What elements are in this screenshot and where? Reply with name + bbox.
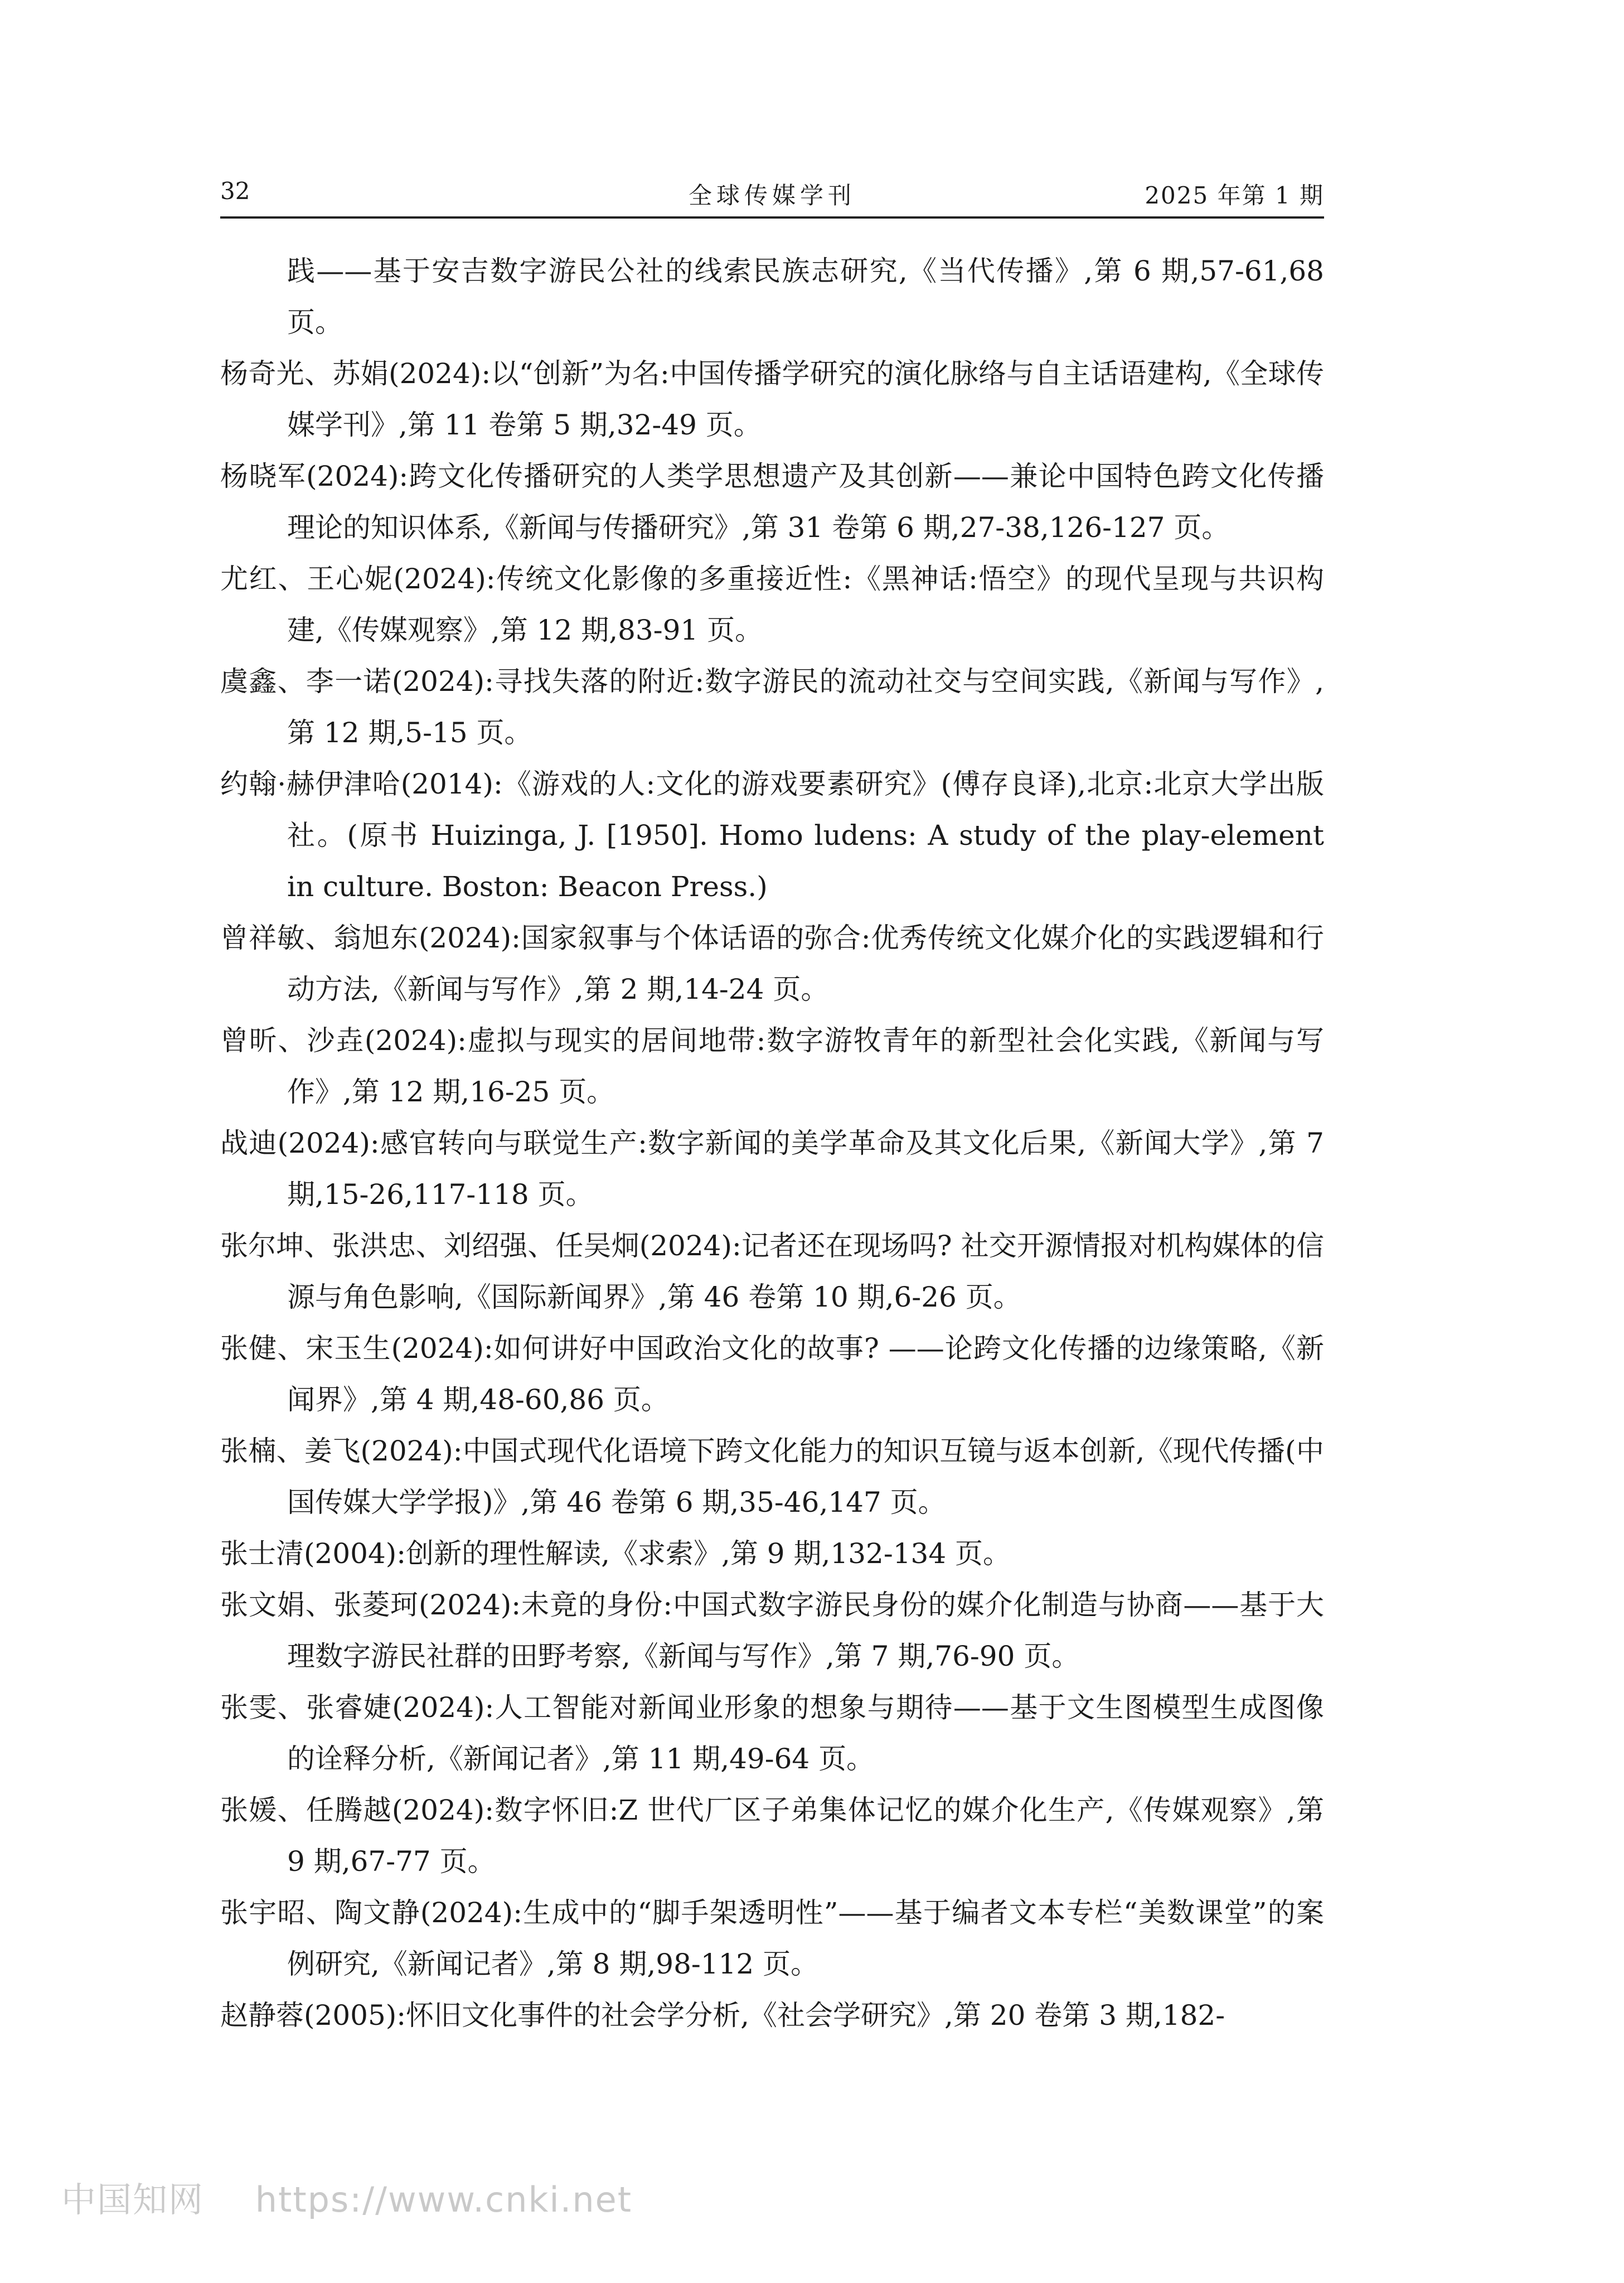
reference-entry: 践——基于安吉数字游民公社的线索民族志研究,《当代传播》,第 6 期,57-61,68 页。	[287, 255, 1333, 338]
journal-title: 全球传媒学刊	[688, 182, 856, 209]
reference-entry: 张雯、张睿婕(2024):人工智能对新闻业形象的想象与期待——基于文生图模型生成图像的诠释分析,《新闻记者》,第 11 期,49-64 页。	[220, 1691, 1324, 1775]
reference-entry: 杨晓军(2024):跨文化传播研究的人类学思想遗产及其创新——兼论中国特色跨文化传播理论的知识体系,《新闻与传播研究》,第 31 卷第 6 期,27-38,126-127 页。	[220, 460, 1324, 544]
reference-entry: 张尔坤、张洪忠、刘绍强、任吴炯(2024):记者还在现场吗? 社交开源情报对机构媒体的信源与角色影响,《国际新闻界》,第 46 卷第 10 期,6-26 页。	[220, 1230, 1324, 1313]
reference-entry: 赵静蓉(2005):怀旧文化事件的社会学分析,《社会学研究》,第 20 卷第 3 期,182-	[220, 1999, 1225, 2032]
reference-entry: 张宇昭、陶文静(2024):生成中的“脚手架透明性”——基于编者文本专栏“美数课堂”的案例研究,《新闻记者》,第 8 期,98-112 页。	[220, 1897, 1324, 1980]
reference-entry: 曾祥敏、翁旭东(2024):国家叙事与个体话语的弥合:优秀传统文化媒介化的实践逻辑和行动方法,《新闻与写作》,第 2 期,14-24 页。	[220, 922, 1324, 1005]
reference-entry: 张健、宋玉生(2024):如何讲好中国政治文化的故事? ——论跨文化传播的边缘策略,《新闻界》,第 4 期,48-60,86 页。	[220, 1332, 1324, 1416]
reference-entry: 张文娟、张菱珂(2024):未竟的身份:中国式数字游民身份的媒介化制造与协商——基于大理数字游民社群的田野考察,《新闻与写作》,第 7 期,76-90 页。	[220, 1589, 1324, 1672]
page-number: 32	[220, 177, 250, 205]
reference-list	[220, 245, 1333, 2041]
reference-entry: 战迪(2024):感官转向与联觉生产:数字新闻的美学革命及其文化后果,《新闻大学》,第 7 期,15-26,117-118 页。	[220, 1127, 1333, 1211]
reference-entry: 约翰·赫伊津哈(2014):《游戏的人:文化的游戏要素研究》(傅存良译),北京:北京大学出版社。(原书 Huizinga, J. [1950]. Homo ludens: A study of the play-element in culture. Boston: Beacon Press.)	[220, 768, 1333, 903]
reference-entry: 张媛、任腾越(2024):数字怀旧:Z 世代厂区子弟集体记忆的媒介化生产,《传媒观察》,第 9 期,67-77 页。	[220, 1794, 1333, 1878]
reference-entry: 张楠、姜飞(2024):中国式现代化语境下跨文化能力的知识互镜与返本创新,《现代传播(中国传媒大学学报)》,第 46 卷第 6 期,35-46,147 页。	[220, 1435, 1324, 1518]
watermark-footer	[61, 2172, 632, 2222]
reference-entry: 尤红、王心妮(2024):传统文化影像的多重接近性:《黑神话:悟空》的现代呈现与共识构建,《传媒观察》,第 12 期,83-91 页。	[220, 563, 1324, 646]
reference-entry: 张士清(2004):创新的理性解读,《求索》,第 9 期,132-134 页。	[220, 1537, 1011, 1570]
reference-entry: 曾昕、沙垚(2024):虚拟与现实的居间地带:数字游牧青年的新型社会化实践,《新闻与写作》,第 12 期,16-25 页。	[220, 1024, 1324, 1108]
running-header	[220, 177, 1324, 219]
reference-entry: 虞鑫、李一诺(2024):寻找失落的附近:数字游民的流动社交与空间实践,《新闻与写作》,第 12 期,5-15 页。	[220, 665, 1324, 749]
watermark-site-name: 中国知网	[61, 2179, 205, 2220]
reference-entry: 杨奇光、苏娟(2024):以“创新”为名:中国传播学研究的演化脉络与自主话语建构,《全球传媒学刊》,第 11 卷第 5 期,32-49 页。	[220, 357, 1324, 441]
issue-label: 2025 年第 1 期	[1145, 182, 1324, 209]
watermark-url[interactable]: https://www.cnki.net	[255, 2179, 633, 2220]
